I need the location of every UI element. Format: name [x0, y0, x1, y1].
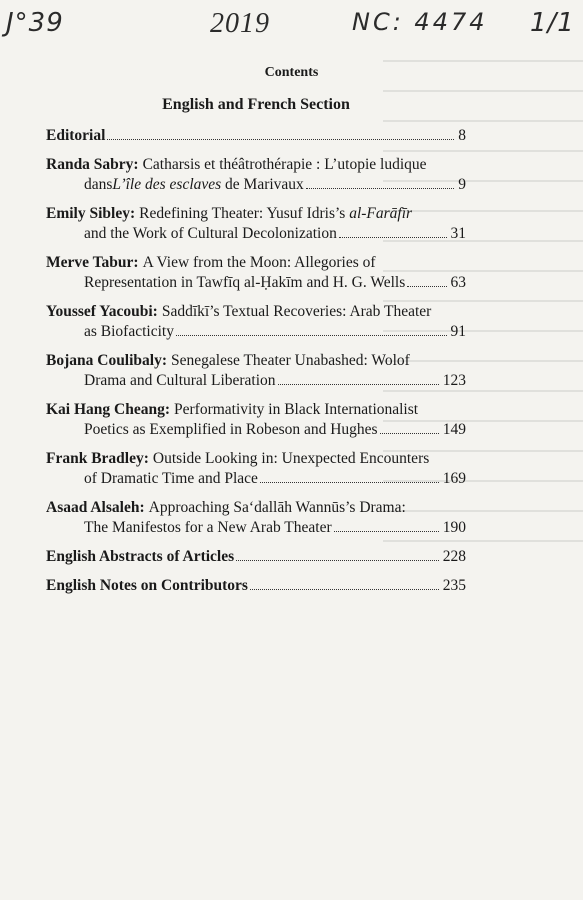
entry-title-line2: The Manifestos for a New Arab Theater: [84, 519, 332, 536]
toc-entry-cheang[interactable]: [46, 400, 466, 440]
entry-title-line2: and the Work of Cultural Decolonization: [84, 225, 337, 242]
entry-page-number: 228: [442, 548, 466, 565]
entry-page-number: 8: [458, 127, 466, 144]
toc-entry-coulibaly[interactable]: [46, 351, 466, 391]
entry-title-line2: Drama and Cultural Liberation: [84, 372, 276, 389]
entry-author: Merve Tabur:: [46, 254, 139, 271]
entry-author: Asaad Alsaleh:: [46, 499, 145, 516]
entry-author: Frank Bradley:: [46, 450, 149, 467]
entry-title-line2-post: de Marivaux: [221, 176, 304, 193]
entry-heading: English Notes on Contributors: [46, 577, 248, 594]
entry-title-line1-italic: al-Farāfīr: [349, 205, 413, 222]
toc-entry-editorial[interactable]: [46, 126, 466, 146]
dot-leader: [380, 433, 439, 434]
entry-page-number: 235: [442, 577, 466, 594]
toc-entry-contributors[interactable]: [46, 576, 466, 596]
entry-title-line2: Poetics as Exemplified in Robeson and Hughes: [84, 421, 378, 438]
section-title: English and French Section: [162, 96, 350, 113]
handwritten-fraction: 1/1: [530, 8, 575, 38]
entry-page-number: 169: [442, 470, 466, 487]
entry-page-number: 123: [442, 372, 466, 389]
toc-entry-alsaleh[interactable]: [46, 498, 466, 538]
toc-entry-abstracts[interactable]: [46, 547, 466, 567]
dot-leader: [306, 188, 454, 189]
entry-heading: Editorial: [46, 127, 106, 144]
toc-entry-sibley[interactable]: [46, 204, 466, 244]
entry-page-number: 31: [450, 225, 466, 242]
dot-leader: [176, 335, 447, 336]
entry-title-line2: as Biofacticity: [84, 323, 174, 340]
entry-author: Youssef Yacoubi:: [46, 303, 158, 320]
table-of-contents: [46, 126, 466, 605]
handwritten-number: J°39: [6, 8, 64, 38]
entry-title-line2: of Dramatic Time and Place: [84, 470, 258, 487]
entry-title-line1-pre: Redefining Theater: Yusuf Idris’s: [139, 205, 350, 222]
entry-page-number: 91: [450, 323, 466, 340]
entry-title-line1: Senegalese Theater Unabashed: Wolof: [171, 352, 410, 369]
entry-author: Kai Hang Cheang:: [46, 401, 171, 418]
entry-title-line2-pre: dans: [84, 176, 113, 193]
entry-page-number: 9: [458, 176, 466, 193]
entry-title-line1: Performativity in Black Internationalist: [174, 401, 419, 418]
handwritten-annotations: [0, 6, 583, 46]
entry-author: Randa Sabry:: [46, 156, 139, 173]
entry-title-line1: Outside Looking in: Unexpected Encounters: [152, 450, 430, 467]
entry-page-number: 190: [442, 519, 466, 536]
entry-title-line1: A View from the Moon: Allegories of: [142, 254, 376, 271]
toc-entry-yacoubi[interactable]: [46, 302, 466, 342]
dot-leader: [260, 482, 439, 483]
dot-leader: [236, 560, 439, 561]
dot-leader: [334, 531, 439, 532]
toc-entry-tabur[interactable]: [46, 253, 466, 293]
entry-title-line2: Representation in Tawfīq al-Ḥakīm and H. G. Wells: [84, 274, 406, 291]
toc-entry-bradley[interactable]: [46, 449, 466, 489]
dot-leader: [407, 286, 446, 287]
dot-leader: [107, 139, 454, 140]
entry-title-line1: Approaching Sa‘dallāh Wannūs’s Drama:: [148, 499, 406, 516]
entry-author: Bojana Coulibaly:: [46, 352, 168, 369]
dot-leader: [339, 237, 447, 238]
entry-title-line1: Saddīkī’s Textual Recoveries: Arab Theater: [161, 303, 432, 320]
entry-page-number: 63: [450, 274, 466, 291]
handwritten-year: 2019: [210, 8, 270, 39]
contents-title: Contents: [264, 65, 319, 80]
handwritten-code: NC: 4474: [352, 8, 488, 36]
dot-leader: [250, 589, 439, 590]
dot-leader: [278, 384, 439, 385]
entry-title-line1: Catharsis et théâtrothérapie : L’utopie ludique: [142, 156, 427, 173]
entry-title-line2-italic: L’île des esclaves: [112, 176, 222, 193]
toc-entry-sabry[interactable]: [46, 155, 466, 195]
entry-heading: English Abstracts of Articles: [46, 548, 235, 565]
entry-author: Emily Sibley:: [46, 205, 136, 222]
entry-page-number: 149: [442, 421, 466, 438]
